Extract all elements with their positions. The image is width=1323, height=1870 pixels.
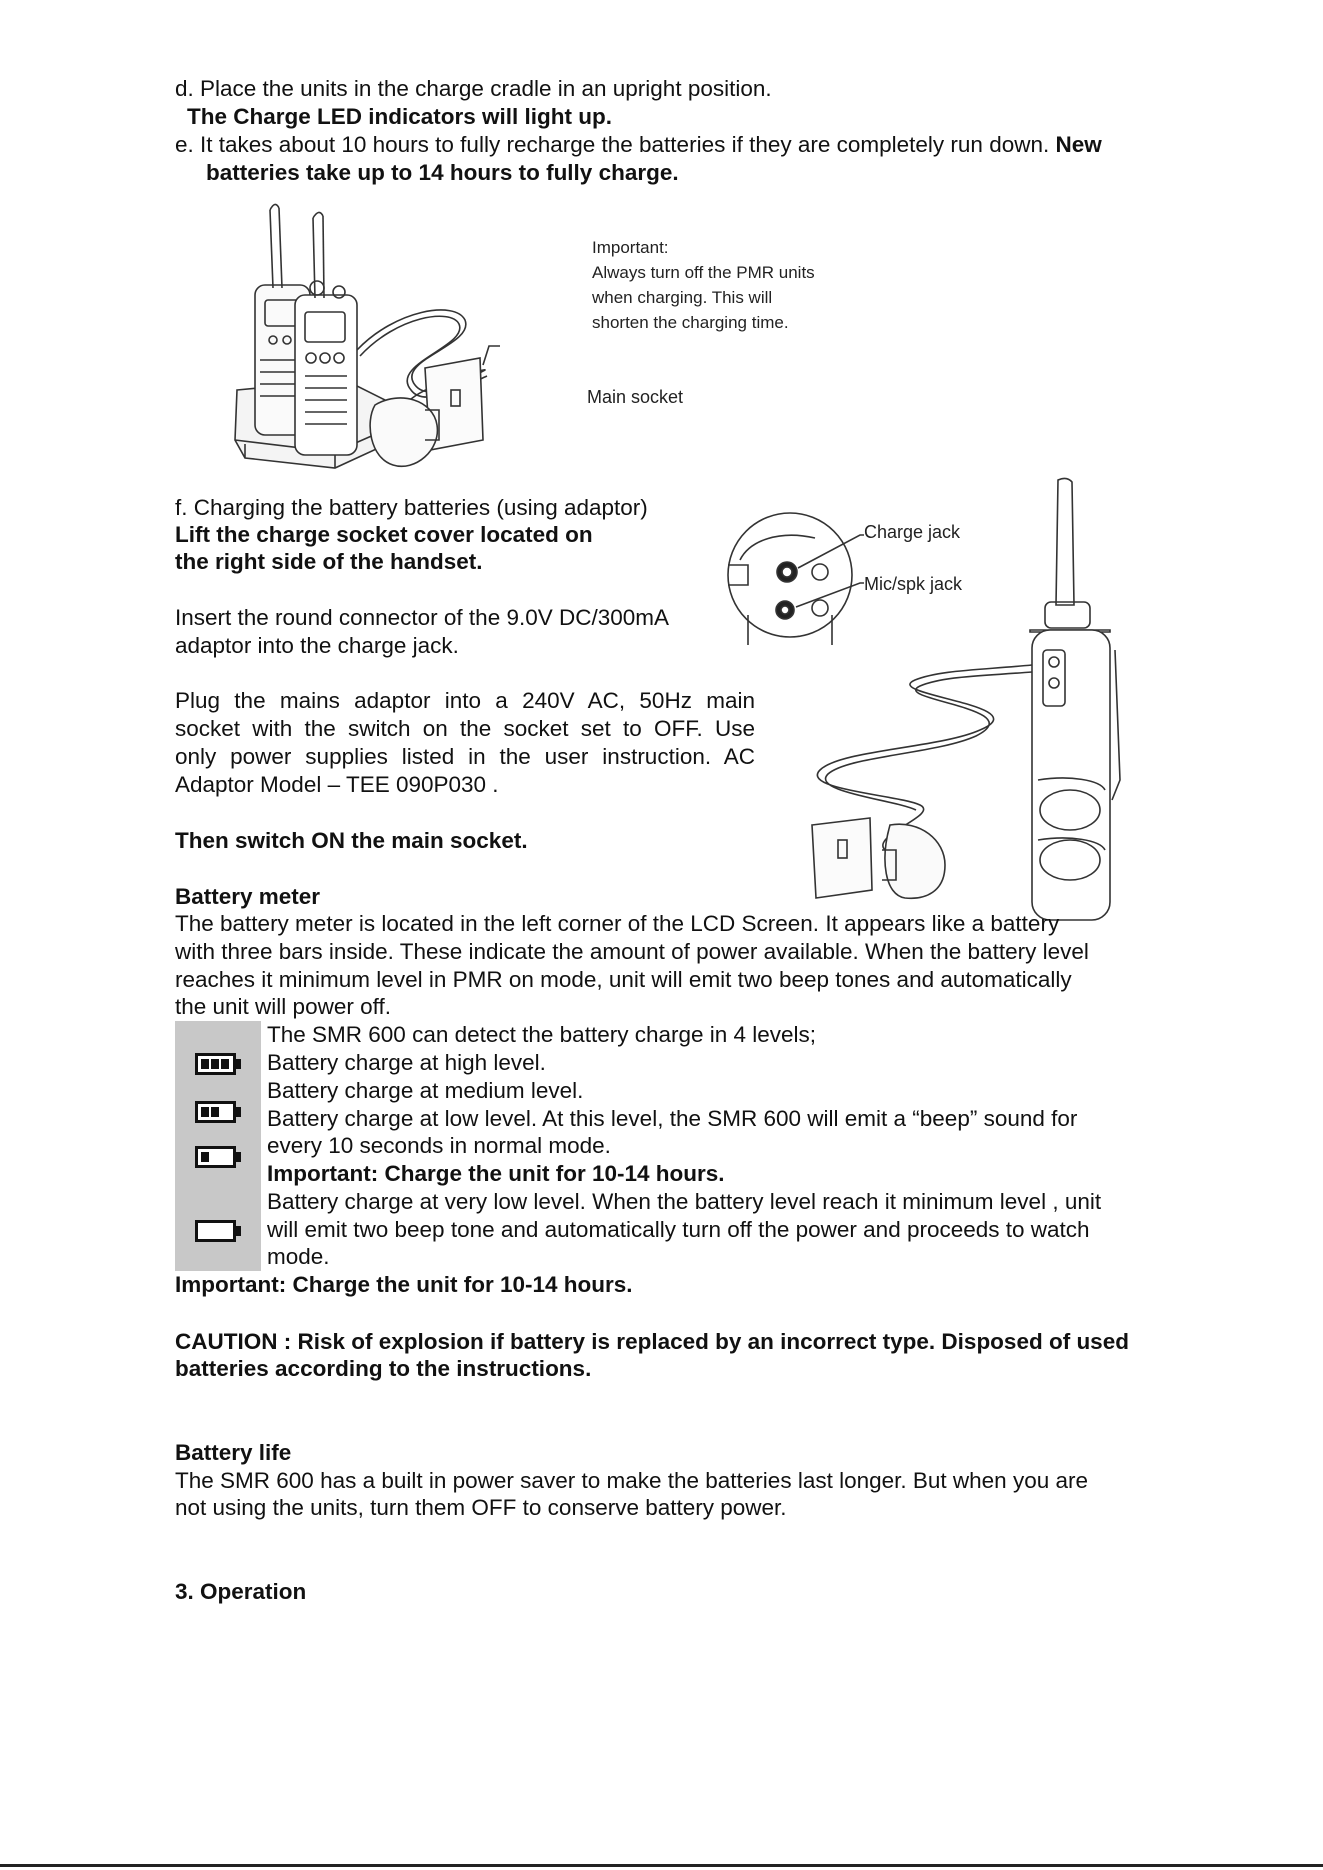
caution-line-2: batteries according to the instructions.	[175, 1356, 592, 1381]
insert-line-2: adaptor into the charge jack.	[175, 633, 459, 658]
important-after-levels: Important: Charge the unit for 10-14 hours.	[175, 1272, 633, 1297]
charge-jack-label: Charge jack	[864, 522, 961, 542]
step-f: f. Charging the battery batteries (using adaptor)	[175, 495, 648, 520]
level-medium: Battery charge at medium level.	[267, 1078, 584, 1103]
switch-on: Then switch ON the main socket.	[175, 828, 528, 853]
battery-2-bars-icon	[195, 1100, 243, 1124]
step-e-bold-cont: batteries take up to 14 hours to fully charge.	[206, 160, 679, 185]
important-line-3: shorten the charging time.	[592, 313, 789, 332]
important-title: Important:	[592, 238, 669, 257]
main-socket-label: Main socket	[587, 387, 684, 407]
important-note	[592, 235, 815, 335]
step-d: d. Place the units in the charge cradle in an upright position.	[175, 76, 772, 101]
plug-line-2: socket with the switch on the socket set to OFF. Use	[175, 716, 755, 741]
plug-line-4: Adaptor Model – TEE 090P030 .	[175, 772, 499, 797]
level-very-low-3: mode.	[267, 1244, 330, 1269]
step-d-note: The Charge LED indicators will light up.	[187, 104, 613, 129]
step-e-text: e. It takes about 10 hours to fully recharge the batteries if they are completely run down.	[175, 132, 1050, 157]
page-bottom-rule	[0, 1864, 1323, 1867]
step-e	[175, 131, 1102, 158]
mic-spk-jack-label: Mic/spk jack	[864, 574, 963, 594]
battery-empty-icon	[195, 1219, 243, 1243]
charge-cradle-illustration	[225, 200, 595, 480]
battery-meter-para-4: the unit will power off.	[175, 994, 391, 1019]
battery-meter-heading: Battery meter	[175, 884, 321, 909]
level-low-important: Important: Charge the unit for 10-14 hours.	[267, 1161, 725, 1186]
level-very-low-2: will emit two beep tone and automatically turn off the power and proceeds to watch	[267, 1217, 1090, 1242]
battery-meter-para-3: reaches it minimum level in PMR on mode, unit will emit two beep tones and automatically	[175, 967, 1072, 992]
battery-life-line-2: not using the units, turn them OFF to conserve battery power.	[175, 1495, 787, 1520]
plug-line-3: only power supplies listed in the user instruction. AC	[175, 744, 755, 769]
level-low-1: Battery charge at low level. At this level, the SMR 600 will emit a “beep” sound for	[267, 1106, 1078, 1131]
levels-intro: The SMR 600 can detect the battery charge in 4 levels;	[267, 1022, 817, 1047]
insert-line-1: Insert the round connector of the 9.0V DC/300mA	[175, 605, 670, 630]
level-high: Battery charge at high level.	[267, 1050, 546, 1075]
lift-line-1: Lift the charge socket cover located on	[175, 522, 593, 547]
plug-line-1: Plug the mains adaptor into a 240V AC, 50Hz main	[175, 688, 755, 713]
battery-meter-para-1: The battery meter is located in the left corner of the LCD Screen. It appears like a battery	[175, 911, 1060, 936]
caution-line-1: CAUTION : Risk of explosion if battery is replaced by an incorrect type. Disposed of used	[175, 1329, 1129, 1354]
step-e-bold-start: New	[1055, 132, 1102, 157]
battery-life-heading: Battery life	[175, 1440, 292, 1465]
important-line-2: when charging. This will	[592, 288, 773, 307]
battery-1-bar-icon	[195, 1145, 243, 1169]
battery-3-bars-icon	[195, 1052, 243, 1076]
level-low-2: every 10 seconds in normal mode.	[267, 1133, 611, 1158]
battery-meter-para-2: with three bars inside. These indicate the amount of power available. When the battery level	[175, 939, 1089, 964]
handset-adaptor-illustration	[720, 480, 1100, 910]
lift-line-2: the right side of the handset.	[175, 549, 483, 574]
level-very-low-1: Battery charge at very low level. When the battery level reach it minimum level , unit	[267, 1189, 1102, 1214]
operation-heading: 3. Operation	[175, 1579, 307, 1604]
important-line-1: Always turn off the PMR units	[592, 263, 815, 282]
battery-life-line-1: The SMR 600 has a built in power saver to make the batteries last longer. But when you are	[175, 1468, 1088, 1493]
